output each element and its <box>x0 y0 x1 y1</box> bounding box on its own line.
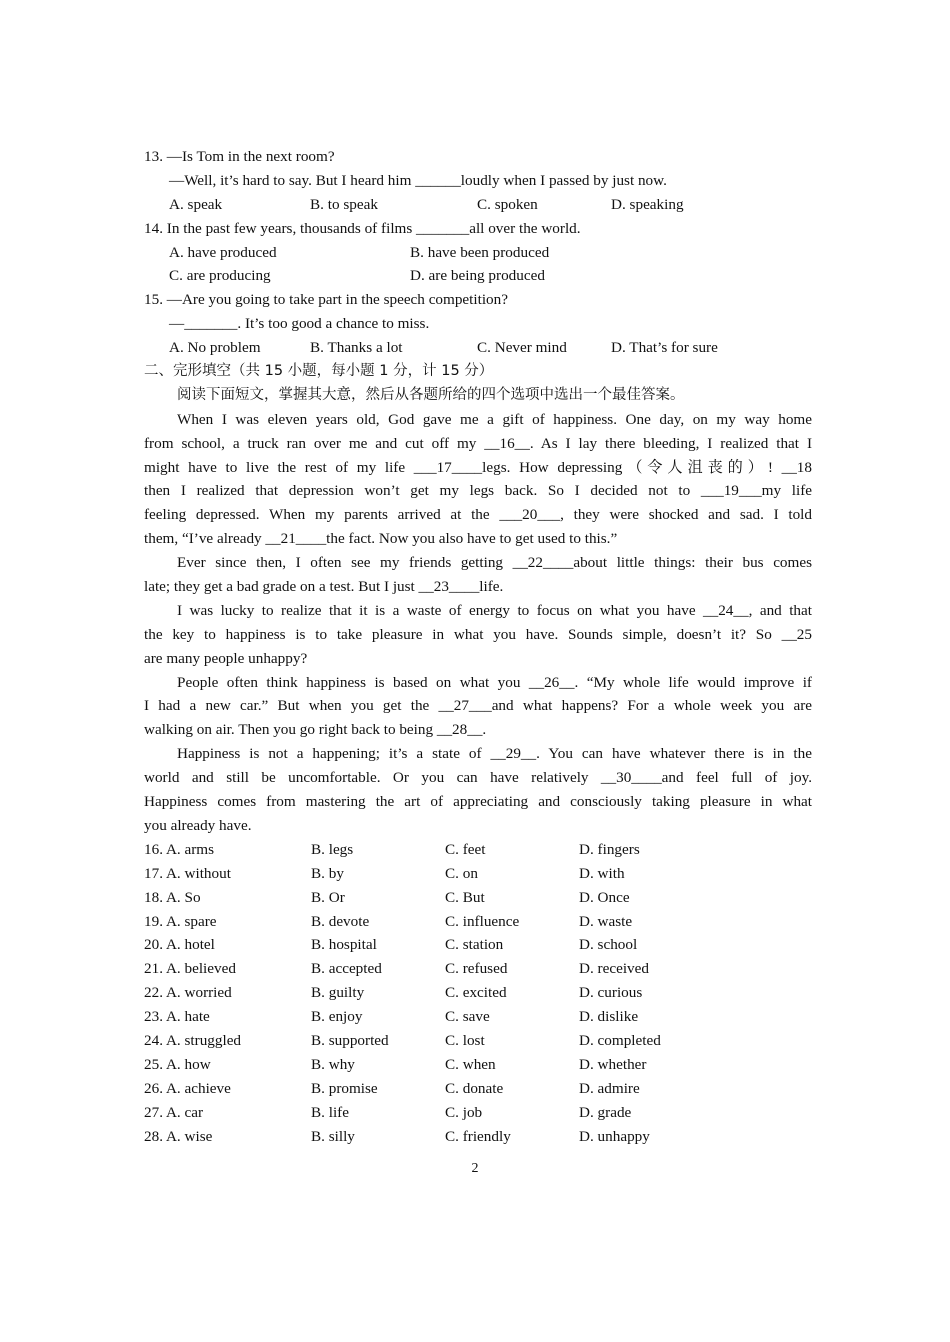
option-d: D. dislike <box>579 1008 639 1026</box>
option-c: C. influence <box>445 912 520 930</box>
option-a: 16. A. arms <box>144 840 215 858</box>
passage-line: Ever since then, I often see my friends getting __22____about little things: their bus comes <box>177 554 812 572</box>
passage-line: feeling depressed. When my parents arrived at the ___20___, they were shocked and sad. I told <box>144 506 812 524</box>
option-b: B. to speak <box>310 195 378 213</box>
question-15-stem: 15. —Are you going to take part in the speech competition? <box>144 291 508 309</box>
option-c: C. station <box>445 936 504 954</box>
option-d: D. speaking <box>611 195 684 213</box>
cloze-option-row <box>144 838 812 862</box>
question-14-options-ab <box>144 241 812 265</box>
option-c: C. job <box>445 1103 483 1121</box>
option-d: D. are being produced <box>410 267 545 285</box>
option-d: D. waste <box>579 912 633 930</box>
option-c: C. feet <box>445 840 486 858</box>
option-b: B. promise <box>311 1079 378 1097</box>
cloze-option-row <box>144 1029 812 1053</box>
option-a: 21. A. believed <box>144 960 236 978</box>
option-b: B. life <box>311 1103 349 1121</box>
option-c: C. spoken <box>477 195 538 213</box>
passage-line: I had a new car.” But when you get the __27___and what happens? For a whole week you are <box>144 697 812 715</box>
option-b: B. guilty <box>311 984 365 1002</box>
option-c: C. excited <box>445 984 507 1002</box>
option-c: C. Never mind <box>477 339 567 357</box>
question-14-stem: 14. In the past few years, thousands of films _______all over the world. <box>144 219 581 237</box>
exam-page <box>144 145 812 1148</box>
option-d: D. Once <box>579 888 630 906</box>
option-c: C. But <box>445 888 485 906</box>
option-b: B. Thanks a lot <box>310 339 403 357</box>
option-d: D. admire <box>579 1079 640 1097</box>
passage-line: are many people unhappy? <box>144 649 308 667</box>
option-a: 26. A. achieve <box>144 1079 231 1097</box>
page-number: 2 <box>471 1161 479 1176</box>
passage-line: late; they get a bad grade on a test. But I just __23____life. <box>144 578 504 596</box>
passage-line: world and still be uncomfortable. Or you can have relatively __30____and feel full of joy. <box>144 769 812 787</box>
option-b: B. have been produced <box>410 243 550 261</box>
question-13-stem: 13. —Is Tom in the next room? <box>144 148 335 165</box>
option-d: D. fingers <box>579 840 640 858</box>
option-b: B. hospital <box>311 936 377 954</box>
option-d: D. with <box>579 864 625 882</box>
passage-line: then I realized that depression won’t get my legs back. So I decided not to ___19___my life <box>144 482 812 500</box>
passage-line: might have to live the rest of my life ___17____legs. How depressing（令人沮丧的）! __18 <box>144 458 812 476</box>
passage-line: I was lucky to realize that it is a waste of energy to focus on what you have __24__, and that <box>177 601 812 619</box>
cloze-passage <box>144 408 812 838</box>
option-d: D. received <box>579 960 649 978</box>
option-b: B. legs <box>311 840 354 858</box>
passage-line: Happiness is not a happening; it’s a state of __29__. You can have whatever there is in the <box>177 745 812 763</box>
option-b: B. silly <box>311 1127 355 1145</box>
cloze-option-row <box>144 1125 812 1149</box>
option-c: C. friendly <box>445 1127 511 1145</box>
option-d: D. curious <box>579 984 643 1002</box>
option-d: D. grade <box>579 1103 632 1121</box>
option-d: D. That’s for sure <box>611 339 718 357</box>
option-a: 18. A. So <box>144 888 201 906</box>
cloze-option-row <box>144 1101 812 1125</box>
passage-line: When I was eleven years old, God gave me a gift of happiness. One day, on my way home <box>177 410 812 428</box>
section-heading: 二、完形填空（共 15 小题，每小题 1 分，计 15 分） <box>144 363 494 380</box>
option-b: B. devote <box>311 912 370 930</box>
option-b: B. Or <box>311 888 345 906</box>
option-a: 19. A. spare <box>144 912 217 930</box>
option-a: A. have produced <box>169 243 277 261</box>
cloze-option-row <box>144 957 812 981</box>
option-a: 24. A. struggled <box>144 1031 242 1049</box>
passage-line: you already have. <box>144 816 252 834</box>
option-a: A. speak <box>169 195 223 213</box>
passage-line: People often think happiness is based on what you __26__. “My whole life would improve if <box>177 673 812 691</box>
option-b: B. by <box>311 864 344 882</box>
option-c: C. on <box>445 864 478 882</box>
passage-line: Happiness comes from mastering the art of appreciating and consciously taking pleasure in what <box>144 793 812 811</box>
passage-line: walking on air. Then you go right back to being __28__. <box>144 721 487 739</box>
option-d: D. unhappy <box>579 1127 650 1145</box>
option-a: 25. A. how <box>144 1055 211 1073</box>
option-c: C. are producing <box>169 267 271 285</box>
option-a: 17. A. without <box>144 864 231 882</box>
option-d: D. completed <box>579 1031 661 1049</box>
section-instruction: 阅读下面短文，掌握其大意，然后从各题所给的四个选项中选出一个最佳答案。 <box>177 386 685 403</box>
cloze-option-row <box>144 1053 812 1077</box>
option-c: C. lost <box>445 1031 485 1049</box>
option-b: B. enjoy <box>311 1008 363 1026</box>
question-13-reply: —Well, it’s hard to say. But I heard him ______loudly when I passed by just now. <box>169 171 667 189</box>
cloze-option-row <box>144 862 812 886</box>
option-c: C. save <box>445 1008 490 1026</box>
option-c: C. refused <box>445 960 508 978</box>
passage-line: from school, a truck ran over me and cut off my __16__. As I lay there bleeding, I realized that I <box>144 434 812 452</box>
option-a: 28. A. wise <box>144 1127 213 1145</box>
question-14-options-cd <box>144 264 812 288</box>
passage-line: them, “I’ve already __21____the fact. Now you also have to get used to this.” <box>144 530 618 548</box>
option-d: D. whether <box>579 1055 647 1073</box>
cloze-option-row <box>144 933 812 957</box>
passage-line: the key to happiness is to take pleasure in what you have. Sounds simple, doesn’t it? So __25 <box>144 625 812 643</box>
option-b: B. why <box>311 1055 355 1073</box>
option-a: 23. A. hate <box>144 1008 210 1026</box>
option-a: 20. A. hotel <box>144 936 215 954</box>
cloze-option-row <box>144 1077 812 1101</box>
cloze-option-row <box>144 910 812 934</box>
option-a: 27. A. car <box>144 1103 204 1121</box>
option-a: A. No problem <box>169 339 261 357</box>
option-b: B. accepted <box>311 960 382 978</box>
option-c: C. when <box>445 1055 496 1073</box>
cloze-options-table <box>144 838 812 1149</box>
cloze-option-row <box>144 981 812 1005</box>
cloze-option-row <box>144 1005 812 1029</box>
option-a: 22. A. worried <box>144 984 232 1002</box>
question-15-reply: —_______. It’s too good a chance to miss. <box>169 315 430 333</box>
option-c: C. donate <box>445 1079 504 1097</box>
option-b: B. supported <box>311 1031 389 1049</box>
cloze-option-row <box>144 886 812 910</box>
question-13-options <box>144 193 812 217</box>
question-15-options <box>144 336 812 360</box>
option-d: D. school <box>579 936 638 954</box>
